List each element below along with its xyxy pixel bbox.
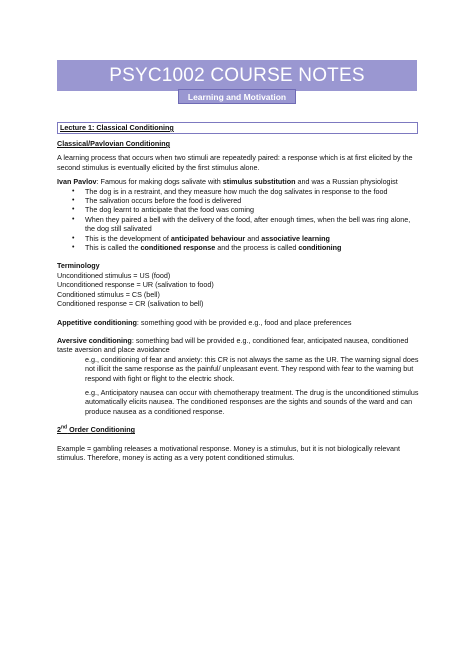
section-heading-second-order <box>57 425 419 434</box>
list-item <box>57 234 419 243</box>
list-item: • The dog is in a restraint, and they measure how much the dog salivates in response to the food <box>57 187 419 196</box>
bullet5-mid: and <box>245 233 262 243</box>
heading-num: 2 <box>57 425 61 435</box>
list-item: • The dog learnt to anticipate that the food was coming <box>57 205 419 214</box>
pavlov-name: Ivan Pavlov <box>57 177 97 187</box>
document-subtitle: Learning and Motivation <box>178 89 296 104</box>
bullet5-bold1: anticipated behaviour <box>170 233 246 243</box>
aversive-paragraph <box>57 336 419 355</box>
bullet5-before: This is the development of <box>85 233 171 243</box>
heading-rest: Order Conditioning <box>67 425 135 435</box>
notes-body <box>57 139 419 462</box>
pavlov-text-after: and was a Russian physiologist <box>295 177 398 187</box>
appetitive-text: : something good with be provided e.g., food and place preferences <box>136 317 352 327</box>
bullet5-bold2: associative learning <box>261 233 330 243</box>
terminology-item: Conditioned response = CR (salivation to bell) <box>57 299 204 309</box>
list-item <box>57 243 419 252</box>
pavlov-text-before: : Famous for making dogs salivate with <box>96 177 223 187</box>
terminology-item: Unconditioned stimulus = US (food) <box>57 270 171 280</box>
pavlov-bold-term: stimulus substitution <box>222 177 296 187</box>
list-item: • When they paired a bell with the delivery of the food, after enough times, when the bell was ring alone, the dog still salivated <box>57 215 419 234</box>
lecture-header: Lecture 1: Classical Conditioning <box>57 122 418 134</box>
bullet6-bold2: conditioning <box>298 243 342 253</box>
section-heading-classical: Classical/Pavlovian Conditioning <box>57 139 171 148</box>
pavlov-bullet-list <box>57 187 419 253</box>
aversive-example-fear: e.g., conditioning of fear and anxiety: this CR is not always the same as the UR. The warning signal does not illicit the same response as the painful/ unpleasant event. They respond with fear to the warning but respond with fight or flight to the electric shock. <box>85 354 419 383</box>
terminology-item: Unconditioned response = UR (salivation to food) <box>57 280 214 290</box>
list-item: • The salivation occurs before the food is delivered <box>57 196 419 205</box>
terminology-item: Conditioned stimulus = CS (bell) <box>57 289 160 299</box>
aversive-text: : something bad will be provided e.g., conditioned fear, anticipated nausea, conditioned taste aversion and place avoidance <box>57 335 409 355</box>
definition-paragraph: A learning process that occurs when two stimuli are repeatedly paired: a response which is at first elicited by the second stimulus is eventually elicited by the first stimulus alone. <box>57 153 413 172</box>
bullet6-bold1: conditioned response <box>140 243 216 253</box>
terminology-heading: Terminology <box>57 261 100 271</box>
pavlov-paragraph <box>57 177 419 186</box>
bullet6-mid: and the process is called <box>215 243 299 253</box>
appetitive-term: Appetitive conditioning <box>57 317 137 327</box>
document-title: PSYC1002 COURSE NOTES <box>57 60 417 91</box>
aversive-example-nausea: e.g., Anticipatory nausea can occur with chemotherapy treatment. The drug is the unconditioned stimulus automatically elicits nausea. The conditioned responses are the sights and sounds of the ward and can produce nausea as a conditioned response. <box>85 387 419 416</box>
appetitive-paragraph <box>57 318 419 327</box>
bullet6-before: This is called the <box>85 243 141 253</box>
heading-sup: nd <box>61 424 68 431</box>
aversive-term: Aversive conditioning <box>57 335 132 345</box>
second-order-paragraph: Example = gambling releases a motivational response. Money is a stimulus, but it is not biologically relevant stimulus. Therefore, money is acting as a very potent conditioned stimulus. <box>57 443 400 462</box>
